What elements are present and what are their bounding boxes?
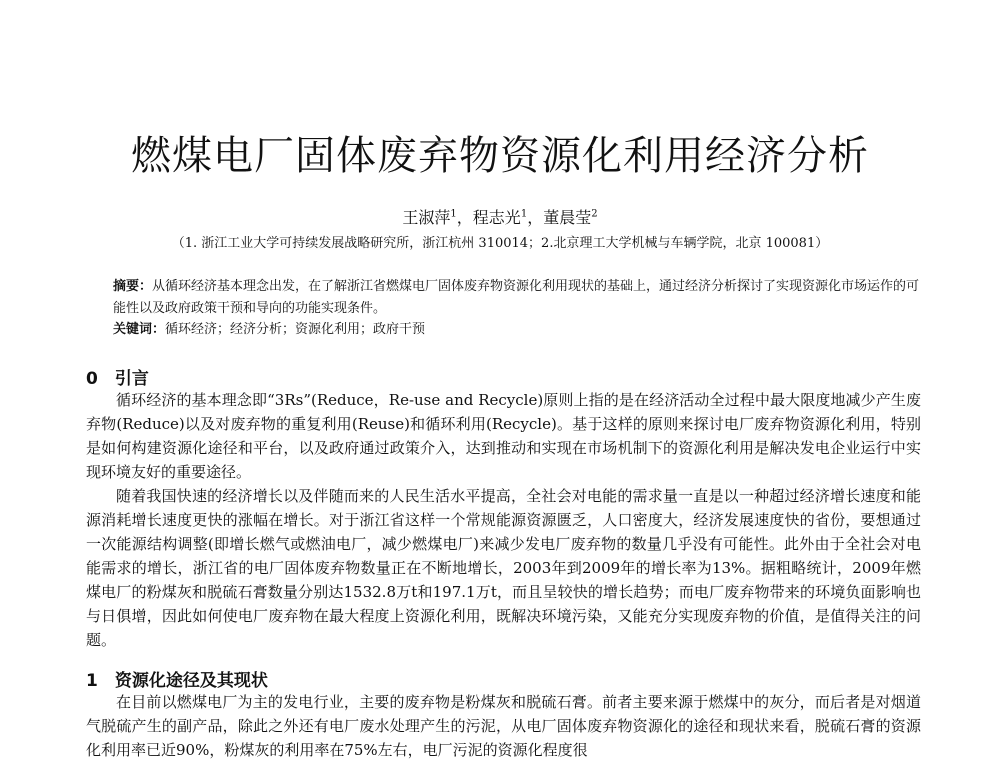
section-body-introduction — [86, 388, 921, 652]
author-2: 程志光 — [472, 208, 521, 227]
author-3: 董晨莹 — [543, 208, 592, 227]
abstract-text: 从循环经济基本理念出发，在了解浙江省燃煤电厂固体废弃物资源化利用现状的基础上，通过经济分析探讨了实现资源化市场运作的可能性以及政府政策干预和导向的功能实现条件。 — [113, 279, 920, 316]
keywords-text: 循环经济；经济分析；资源化利用；政府干预 — [165, 322, 426, 337]
paragraph-1: 循环经济的基本理念即“3Rs”(Reduce，Re-use and Recycle)原则上指的是在经济活动全过程中最大限度地减少产生废弃物(Reduce)以及对废弃物的重复利用(Reuse)和循环利用(Recycle)。基于这样的原则来探讨电厂废弃物资源化利用，特别是如何构建资源化途径和平台，以及政府通过政策介入，达到推动和实现在市场机制下的资源化利用是解决发电企业运行中实现环境友好的重要途径。 — [86, 391, 921, 481]
keywords — [113, 318, 921, 337]
author-3-affil: 2 — [591, 208, 598, 220]
author-1: 王淑萍 — [402, 208, 451, 227]
paragraph-2: 随着我国快速的经济增长以及伴随而来的人民生活水平提高，全社会对电能的需求量一直是以一种超过经济增长速度和能源消耗增长速度更快的涨幅在增长。对于浙江省这样一个常规能源资源匮乏，人口密度大，经济发展速度快的省份，要想通过一次能源结构调整(即增长燃气或燃油电厂，减少燃煤电厂)来减少发电厂废弃物的数量几乎没有可能性。此外由于全社会对电能需求的增长，浙江省的电厂固体废弃物数量正在不断地增长，2003年到2009年的增长率为13%。据粗略统计，2009年燃煤电厂的粉煤灰和脱硫石膏数量分别达1532.8万t和197.1万t，而且呈较快的增长趋势；而电厂废弃物带来的环境负面影响也与日俱增，因此如何使电厂废弃物在最大程度上资源化利用，既解决环境污染，又能充分实现废弃物的价值，是值得关注的问题。 — [86, 487, 921, 649]
author-2-affil: 1 — [520, 208, 528, 220]
author-separator-2: ， — [527, 208, 544, 227]
section-body-resource-utilization — [86, 690, 921, 762]
paragraph-3: 在目前以燃煤电厂为主的发电行业，主要的废弃物是粉煤灰和脱硫石膏。前者主要来源于燃煤中的灰分，而后者是对烟道气脱硫产生的副产品，除此之外还有电厂废水处理产生的污泥，从电厂固体废弃物资源化的途径和现状来看，脱硫石膏的资源化利用率已近90%，粉煤灰的利用率在75%左右，电厂污泥的资源化程度很 — [86, 693, 921, 759]
affiliation: （1. 浙江工业大学可持续发展战略研究所，浙江杭州 310014；2.北京理工大学机械与车辆学院，北京 100081） — [171, 236, 829, 251]
section-heading-introduction: 0 引言 — [86, 369, 149, 389]
abstract — [113, 276, 921, 320]
paper-title: 燃煤电厂固体废弃物资源化利用经济分析 — [131, 133, 869, 179]
author-1-affil: 1 — [450, 208, 457, 220]
section-heading-resource-utilization: 1 资源化途径及其现状 — [86, 671, 268, 691]
keywords-label: 关键词： — [113, 322, 166, 337]
abstract-label: 摘要： — [113, 279, 153, 294]
author-line — [0, 205, 1000, 228]
author-separator: ， — [456, 208, 473, 227]
